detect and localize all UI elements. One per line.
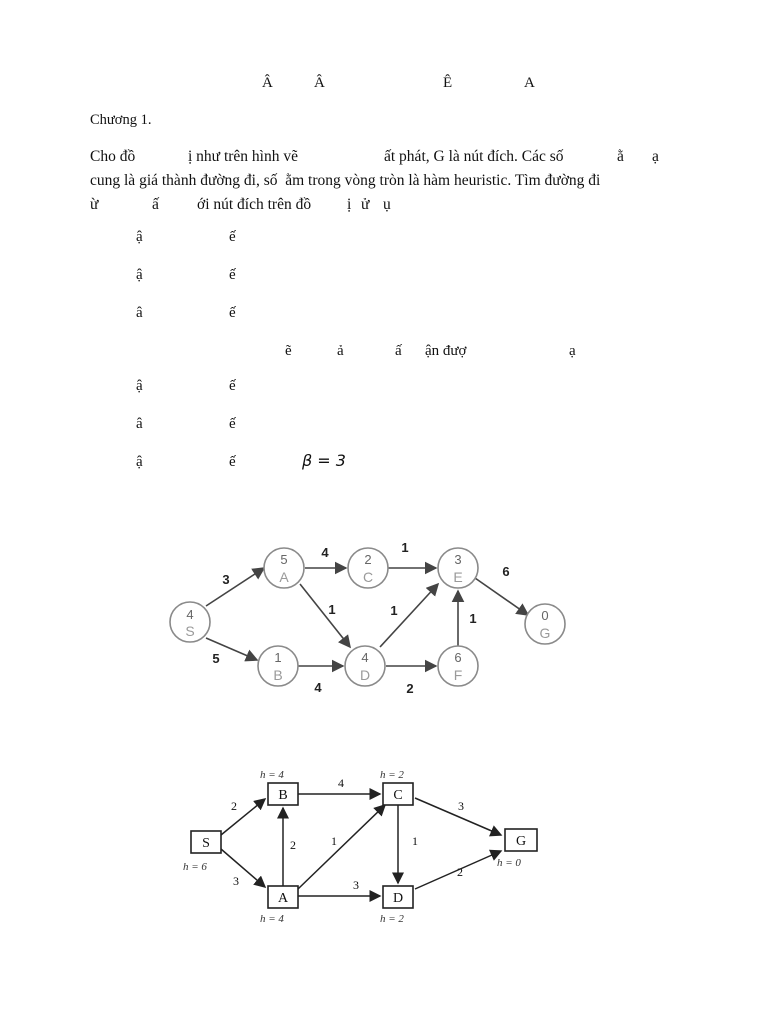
para-line3-e: ử (361, 196, 370, 213)
list-item-marker: ậ (136, 378, 143, 394)
para-line1-a: Cho đồ (90, 148, 136, 165)
svg-text:D: D (392, 891, 404, 906)
graph2-node-B (260, 769, 298, 805)
edge-weight: 2 (406, 681, 414, 696)
graph1-node-C (348, 548, 388, 588)
edge-D-E (380, 584, 438, 647)
list-item-text: ế (229, 378, 236, 394)
svg-text:A: A (277, 891, 289, 906)
graph2-node-G (497, 829, 537, 869)
para-line3-f: ụ (383, 196, 391, 213)
graph1-node-S (170, 602, 210, 642)
graph1-node-G (525, 604, 565, 644)
svg-text:h = 4: h = 4 (260, 769, 284, 781)
beta-equation: β = 3 (302, 451, 346, 470)
edge-A-C (298, 805, 385, 889)
svg-text:S: S (202, 836, 210, 851)
graph2-node-A (260, 886, 298, 925)
middle-line-c: ấ (395, 343, 402, 359)
para-line1-d: ằ (617, 148, 624, 165)
edge-weight: 3 (222, 572, 230, 587)
list-item-marker: ậ (136, 454, 143, 470)
edge-A-D (300, 584, 350, 647)
graph1-node-F (438, 646, 478, 686)
middle-line-a: ẽ (285, 343, 292, 359)
svg-text:h = 2: h = 2 (380, 913, 404, 925)
svg-text:6: 6 (454, 650, 462, 665)
para-line1-c: ất phát, G là nút đích. Các số (384, 148, 564, 165)
graph1-node-D (345, 646, 385, 686)
svg-text:G: G (539, 625, 551, 641)
edge-weight: 5 (212, 651, 220, 666)
list-item-marker: â (136, 416, 143, 432)
edge-S-A (221, 849, 265, 887)
graph-2-diagram (175, 765, 565, 935)
svg-text:h = 0: h = 0 (497, 857, 521, 869)
edge-S-A (206, 568, 264, 606)
para-line3-b: ấ (152, 196, 159, 213)
graph2-node-D (380, 886, 413, 925)
graph1-node-B (258, 646, 298, 686)
svg-text:B: B (273, 667, 283, 683)
edge-weight: 1 (412, 834, 418, 848)
graph2-node-S (183, 831, 221, 873)
edge-weight: 3 (233, 874, 239, 888)
graph2-node-C (380, 769, 413, 805)
svg-text:B: B (278, 788, 288, 803)
list-item-text: ế (229, 267, 236, 283)
edge-S-B (221, 799, 265, 835)
edge-weight: 4 (321, 545, 329, 560)
list-item-text: ế (229, 305, 236, 321)
edge-weight: 3 (458, 799, 464, 813)
svg-text:0: 0 (541, 608, 549, 623)
middle-line-e: ạ (569, 343, 576, 359)
svg-text:4: 4 (361, 650, 369, 665)
title-part-3: Ê (443, 75, 453, 91)
edge-weight: 1 (328, 602, 336, 617)
svg-text:C: C (393, 788, 403, 803)
edge-weight: 2 (457, 865, 463, 879)
para-line1-b: ị như trên hình vẽ (188, 148, 298, 165)
svg-text:F: F (453, 667, 463, 683)
edge-weight: 2 (290, 838, 296, 852)
svg-text:4: 4 (186, 607, 194, 622)
svg-text:h = 4: h = 4 (260, 913, 284, 925)
svg-text:G: G (515, 834, 527, 849)
edge-weight: 4 (314, 680, 322, 695)
edge-weight: 3 (353, 878, 359, 892)
list-item-marker: ậ (136, 267, 143, 283)
svg-text:2: 2 (364, 552, 372, 567)
svg-text:5: 5 (280, 552, 288, 567)
svg-text:C: C (362, 569, 374, 585)
svg-text:1: 1 (274, 650, 282, 665)
middle-line-d: ận đượ (425, 343, 467, 359)
para-line3-a: ừ (90, 196, 99, 213)
list-item-text: ế (229, 454, 236, 470)
para-line3-d: ị (347, 196, 352, 213)
svg-text:S: S (185, 623, 195, 639)
svg-text:h = 2: h = 2 (380, 769, 404, 781)
svg-text:3: 3 (454, 552, 462, 567)
svg-text:A: A (279, 569, 289, 585)
edge-E-G (475, 578, 528, 615)
svg-text:h = 6: h = 6 (183, 861, 207, 873)
graph-1-diagram (160, 530, 590, 710)
list-item-marker: ậ (136, 229, 143, 245)
svg-text:D: D (359, 667, 371, 683)
middle-line-b: ả (337, 343, 344, 359)
edge-weight: 1 (390, 603, 398, 618)
chapter-heading: Chương 1. (90, 112, 152, 128)
list-item-marker: â (136, 305, 143, 321)
para-line1-e: ạ (652, 148, 659, 165)
edge-weight: 1 (401, 540, 409, 555)
list-item-text: ế (229, 416, 236, 432)
edge-weight: 1 (331, 834, 337, 848)
title-part-4: A (524, 75, 535, 91)
title-part-1: Â (262, 75, 273, 91)
edge-weight: 2 (231, 799, 237, 813)
para-line2: cung là giá thành đường đi, số ằm trong vòng tròn là hàm heuristic. Tìm đường đi (90, 172, 601, 189)
graph1-node-A (264, 548, 304, 588)
graph1-node-E (438, 548, 478, 588)
edge-weight: 1 (469, 611, 477, 626)
edge-weight: 6 (502, 564, 510, 579)
para-line3-c: ới nút đích trên đồ (197, 196, 312, 213)
svg-text:E: E (453, 569, 463, 585)
list-item-text: ế (229, 229, 236, 245)
title-part-2: Â (314, 75, 325, 91)
edge-weight: 4 (338, 776, 344, 790)
